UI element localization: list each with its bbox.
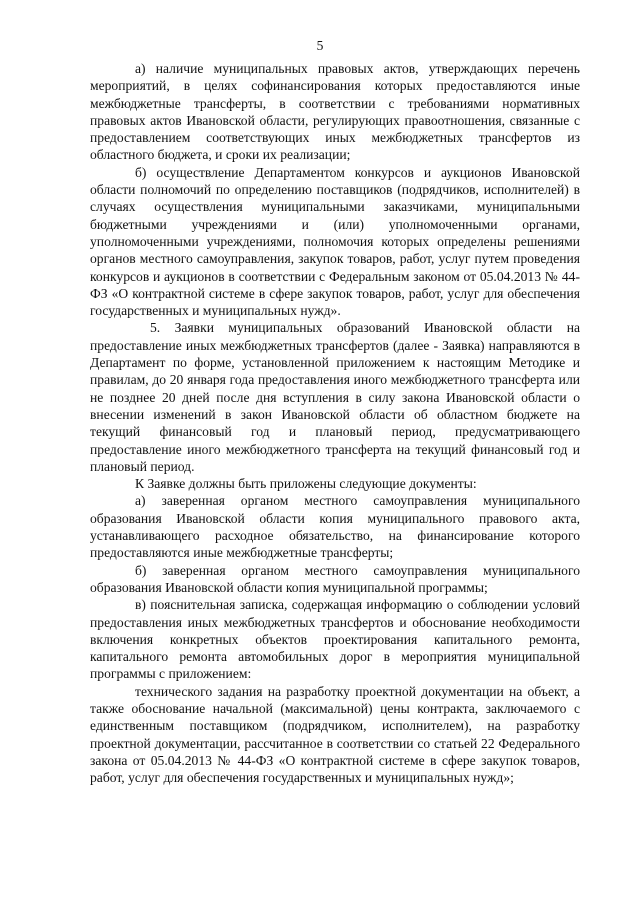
paragraph-doc-c-explanatory-note: в) пояснительная записка, содержащая информацию о соблюдении условий предоставления иных межбюджетных трансфертов и обоснование необходимости включения конкретных объектов проектирования капитального ремонта, капитального ремонта автомобильных дорог в мероприятия муниципальной программы с приложением: [90,597,580,682]
paragraph-section-5-applications: 5. Заявки муниципальных образований Ивановской области на предоставление иных межбюджетных трансфертов (далее - Заявка) направляются в Департамент по форме, установленной приложением к настоящим Методике и правилам, до 20 января года предоставления иного межбюджетного трансферта или не позднее 20 дней после дня вступления в силу закона Ивановской области о внесении изменений в закон Ивановской области об областном бюджете на текущий финансовый год и плановый период, предусматривающего предоставление иного межбюджетного трансферта на текущий финансовый год и плановый период. [90,320,580,474]
paragraph-item-a-legal-acts: а) наличие муниципальных правовых актов, утверждающих перечень мероприятий, в целях софинансирования которых предоставляются иные межбюджетные трансферты, в соответствии с требованиями нормативных правовых актов Ивановской области, регулирующих правоотношения, связанные с предоставлением соответствующих иных межбюджетных трансфертов из областного бюджета, и сроки их реализации; [90,61,580,163]
page-number: 5 [316,38,324,53]
paragraph-doc-a-legal-act-copy: а) заверенная органом местного самоуправления муниципального образования Ивановской области копия муниципального правового акта, устанавливающего расходное обязательство, на финансирование которого предоставляются иные межбюджетные трансферты; [90,493,580,561]
paragraph-doc-b-program-copy: б) заверенная органом местного самоуправления муниципального образования Ивановской области копия муниципальной программы; [90,562,580,595]
paragraph-attached-documents: К Заявке должны быть приложены следующие документы: [135,476,477,492]
document-body [90,60,580,786]
paragraph-technical-task: технического задания на разработку проектной документации на объект, а также обоснование начальной (максимальной) цены контракта, заключаемого с единственным поставщиком (подрядчиком, исполнителем), на разработку проектной документации, рассчитанное в соответствии со статьей 22 Федерального закона от 05.04.2013 № 44-ФЗ «О контрактной системе в сфере закупок товаров, работ, услуг для обеспечения государственных и муниципальных нужд»; [90,683,580,786]
paragraph-item-b-procurement: б) осуществление Департаментом конкурсов и аукционов Ивановской области полномочий по определению поставщиков (подрядчиков, исполнителей) в случаях осуществления муниципальными заказчиками, муниципальными бюджетными учреждениями и (или) уполномоченными органами, уполномоченными учреждениями, полномочия которых определены решениями органов местного самоуправления, закупок товаров, работ, услуг путем проведения конкурсов и аукционов в соответствии с Федеральным законом от 05.04.2013 № 44-ФЗ «О контрактной системе в сфере закупок товаров, работ, услуг для обеспечения государственных и муниципальных нужд». [90,164,580,319]
